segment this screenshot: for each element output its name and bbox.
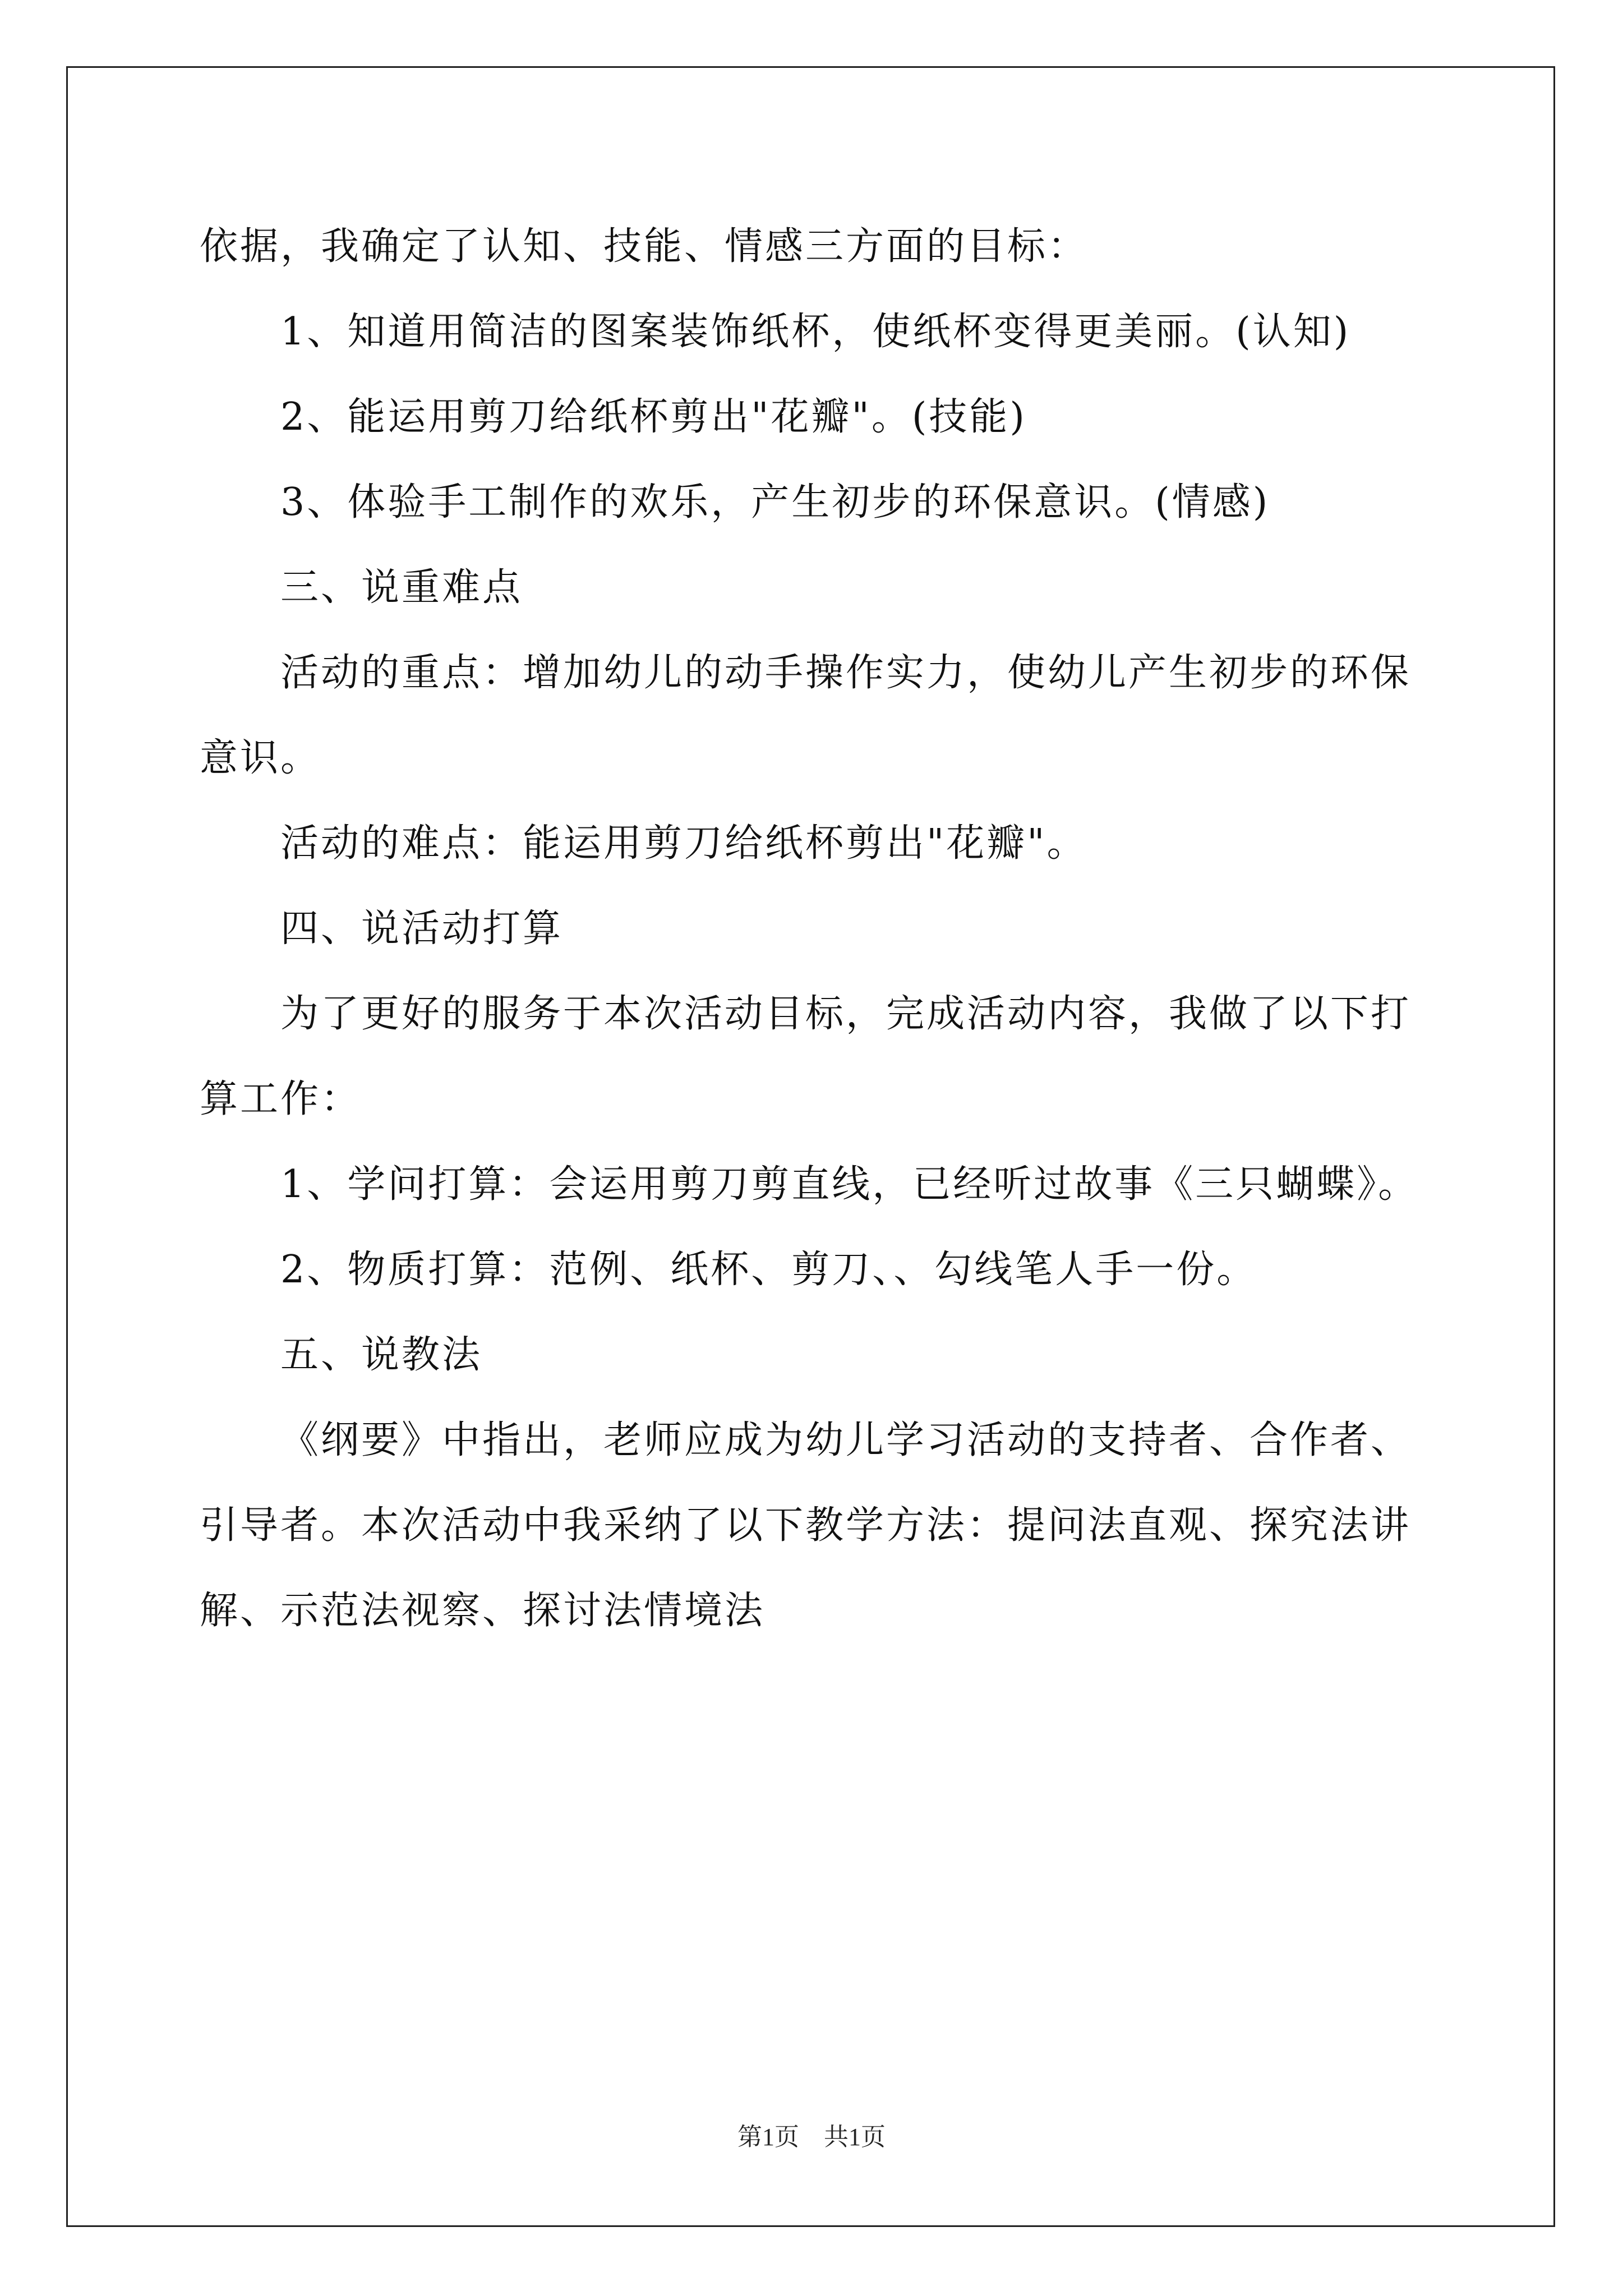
section-heading: 三、说重难点 [280,565,523,610]
paragraph: 意识。 [200,736,321,780]
paragraph: 1、知道用简洁的图案装饰纸杯，使纸杯变得更美丽。(认知) [280,310,1351,354]
paragraph: 3、体验手工制作的欢乐，产生初步的环保意识。(情感) [280,480,1270,524]
paragraph: 活动的重点：增加幼儿的动手操作实力，使幼儿产生初步的环保 [280,651,1412,695]
paragraph: 2、能运用剪刀给纸杯剪出"花瓣"。(技能) [280,395,1027,439]
section-heading: 五、说教法 [280,1333,483,1377]
page-border [66,66,1555,2227]
paragraph: 2、物质打算：范例、纸杯、剪刀、、勾线笔人手一份。 [280,1248,1257,1292]
section-heading: 四、说活动打算 [280,907,564,951]
paragraph: 1、学问打算：会运用剪刀剪直线，已经听过故事《三只蝴蝶》。 [280,1162,1419,1207]
paragraph: 依据，我确定了认知、技能、情感三方面的目标： [200,224,1089,269]
paragraph: 解、示范法视察、探讨法情境法 [200,1589,766,1633]
page-footer: 第1页 共1页 [737,2123,886,2151]
paragraph: 为了更好的服务于本次活动目标，完成活动内容，我做了以下打 [280,992,1412,1036]
paragraph: 算工作： [200,1077,362,1121]
paragraph: 活动的难点：能运用剪刀给纸杯剪出"花瓣"。 [280,821,1087,866]
paragraph: 《纲要》中指出，老师应成为幼儿学习活动的支持者、合作者、 [280,1418,1412,1462]
paragraph: 引导者。本次活动中我采纳了以下教学方法：提问法直观、探究法讲 [200,1503,1412,1548]
